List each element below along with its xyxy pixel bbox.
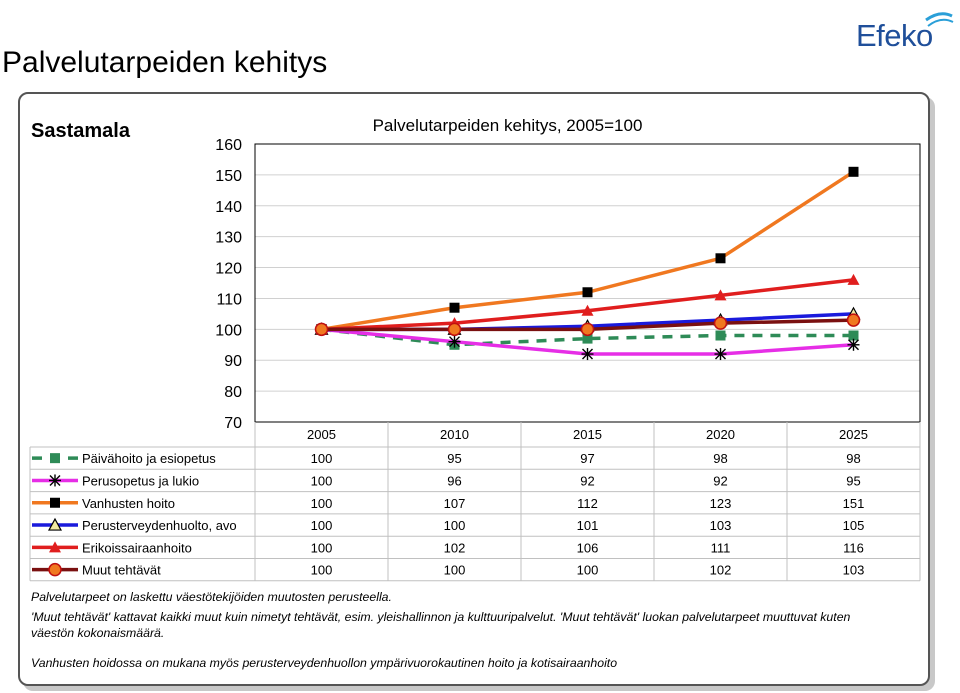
legend-label: Vanhusten hoito: [82, 495, 175, 511]
y-tick-label: 110: [216, 291, 242, 309]
table-cell-value: 92: [580, 473, 595, 489]
y-tick-label: 150: [215, 167, 242, 185]
data-point: [848, 339, 860, 351]
data-point: [716, 331, 726, 341]
y-tick-label: 90: [224, 353, 242, 371]
table-cell-value: 106: [576, 540, 599, 556]
table-cell-value: 100: [443, 562, 466, 578]
data-point: [582, 348, 594, 360]
data-point: [582, 323, 594, 335]
y-tick-label: 70: [224, 415, 242, 432]
note-line-1: Palvelutarpeet on laskettu väestötekijöiden muutosten perusteella.: [31, 590, 392, 604]
table-cell-value: 107: [443, 495, 466, 511]
data-point: [449, 323, 461, 335]
table-cell-value: 103: [842, 562, 865, 578]
table-cell-value: 98: [846, 451, 861, 467]
y-tick-label: 130: [215, 229, 242, 247]
table-cell-value: 102: [443, 540, 466, 556]
y-tick-label: 120: [215, 260, 242, 278]
table-cell-value: 95: [846, 473, 861, 489]
legend-marker: [49, 564, 61, 576]
legend-marker: [50, 453, 60, 463]
table-cell-value: 100: [443, 518, 466, 534]
table-cell-value: 116: [843, 540, 864, 556]
y-tick-label: 160: [215, 137, 242, 154]
chart-title: Palvelutarpeiden kehitys, 2005=100: [372, 116, 643, 135]
note-line-2: 'Muut tehtävät' kattavat kaikki muut kuin nimetyt tehtävät, esim. yleishallinnon ja kulttuuripalvelut. 'Muut tehtävät' luokan palvelutarpeet muuttuvat kuten: [31, 610, 851, 624]
page-title: Palvelutarpeiden kehitys: [2, 46, 328, 79]
note-line-4: Vanhusten hoidossa on mukana myös perusterveydenhuollon ympärivuorokautinen hoito ja kotisairaanhoito: [31, 656, 618, 670]
table-cell-value: 100: [310, 451, 333, 467]
table-cell-value: 102: [709, 562, 732, 578]
table-cell-value: 100: [310, 518, 333, 534]
x-tick-label: 2005: [307, 427, 336, 442]
data-point: [449, 336, 461, 348]
table-cell-value: 105: [842, 518, 865, 534]
x-tick-label: 2015: [573, 427, 602, 442]
y-tick-label: 100: [215, 322, 242, 340]
legend-label: Perusopetus ja lukio: [82, 473, 200, 489]
table-cell-value: 103: [709, 518, 732, 534]
x-tick-label: 2020: [706, 427, 735, 442]
table-cell-value: 97: [580, 451, 595, 467]
table-cell-value: 100: [310, 473, 333, 489]
table-cell-value: 95: [447, 451, 462, 467]
legend-label: Erikoissairaanhoito: [82, 540, 192, 556]
data-point: [715, 348, 727, 360]
logo-text: Efeko: [856, 18, 933, 53]
data-point: [583, 287, 593, 297]
legend-label: Perusterveydenhuolto, avo: [82, 518, 237, 534]
table-cell-value: 151: [842, 495, 865, 511]
table-cell-value: 98: [713, 451, 728, 467]
municipality-label: Sastamala: [31, 120, 130, 142]
data-point: [450, 303, 460, 313]
table-cell-value: 100: [310, 540, 333, 556]
data-point: [848, 314, 860, 326]
note-line-3: väestön kokonaismäärä.: [31, 626, 165, 640]
legend-label: Muut tehtävät: [82, 562, 161, 578]
table-cell-value: 92: [713, 473, 728, 489]
table-cell-value: 101: [576, 518, 599, 534]
x-tick-label: 2025: [839, 427, 868, 442]
legend-marker: [50, 498, 60, 508]
data-point: [316, 323, 328, 335]
table-cell-value: 100: [310, 495, 333, 511]
y-tick-label: 140: [215, 198, 242, 216]
table-cell-value: 100: [310, 562, 333, 578]
data-point: [716, 253, 726, 263]
data-point: [715, 317, 727, 329]
table-cell-value: 100: [576, 562, 599, 578]
x-tick-label: 2010: [440, 427, 469, 442]
y-tick-label: 80: [224, 384, 242, 402]
table-cell-value: 112: [577, 495, 598, 511]
table-cell-value: 123: [709, 495, 732, 511]
legend-label: Päivähoito ja esiopetus: [82, 451, 216, 467]
data-point: [849, 167, 859, 177]
table-cell-value: 96: [447, 473, 462, 489]
table-cell-value: 111: [710, 540, 731, 556]
legend-marker: [49, 474, 61, 486]
